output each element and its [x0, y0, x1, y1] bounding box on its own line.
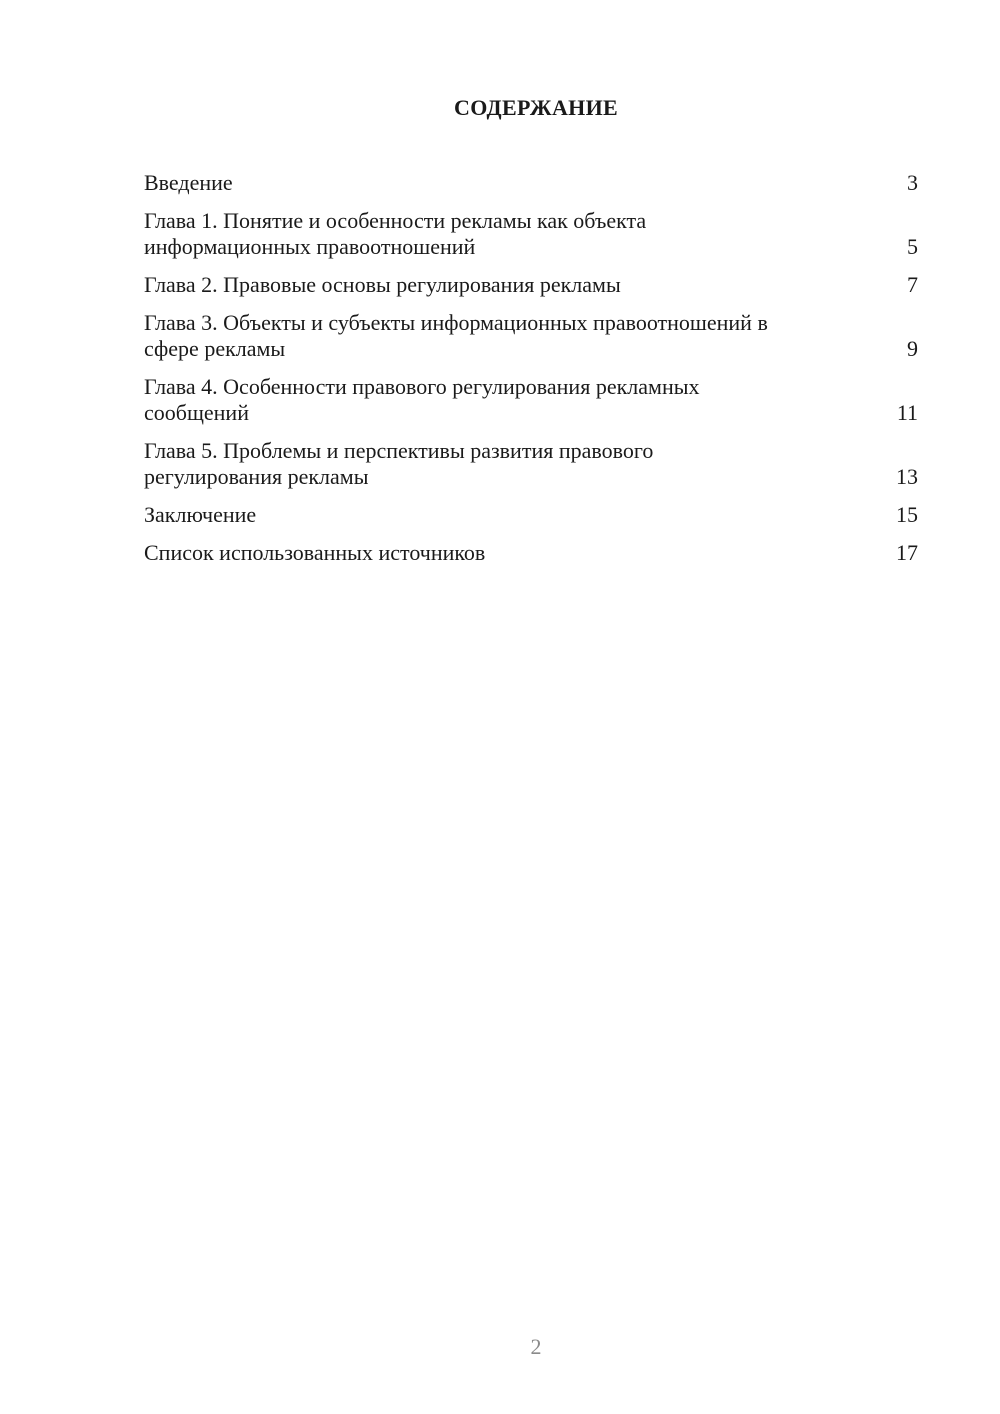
toc-entry-text: Глава 4. Особенности правового регулирования рекламных сообщений [144, 374, 700, 425]
toc-entry-chapter-3 [144, 310, 918, 362]
toc-entry-chapter-2 [144, 272, 918, 298]
toc-entry-conclusion [144, 502, 918, 528]
toc-entry-introduction [144, 170, 918, 196]
toc-entry-chapter-5 [144, 438, 918, 490]
toc-entry-page: 7 [907, 272, 918, 297]
toc-entry-text: Глава 3. Объекты и субъекты информационных правоотношений в сфере рекламы [144, 310, 768, 361]
toc-entry-page: 15 [896, 502, 918, 527]
toc-entry-page: 3 [907, 170, 918, 195]
toc-entry-text: Глава 5. Проблемы и перспективы развития правового регулирования рекламы [144, 438, 654, 489]
toc-entry-text: Глава 1. Понятие и особенности рекламы как объекта информационных правоотношений [144, 208, 647, 259]
toc-entry-chapter-1 [144, 208, 918, 260]
table-of-contents [144, 170, 918, 578]
page-title: СОДЕРЖАНИЕ [454, 95, 618, 120]
toc-entry-text: Введение [144, 170, 233, 195]
toc-entry-text: Глава 2. Правовые основы регулирования рекламы [144, 272, 621, 297]
toc-entry-page: 5 [907, 234, 918, 259]
toc-entry-text: Список использованных источников [144, 540, 486, 565]
toc-entry-text: Заключение [144, 502, 257, 527]
toc-entry-chapter-4 [144, 374, 918, 426]
toc-entry-page: 9 [907, 336, 918, 361]
toc-entry-page: 13 [896, 464, 918, 489]
toc-entry-page: 17 [896, 540, 918, 565]
toc-entry-references [144, 540, 918, 566]
toc-entry-page: 11 [896, 400, 918, 425]
page-number: 2 [530, 1334, 542, 1359]
